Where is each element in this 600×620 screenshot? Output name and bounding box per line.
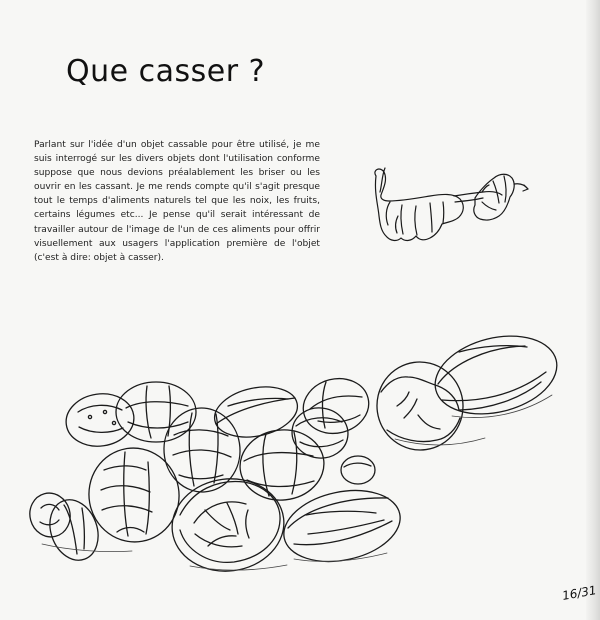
body-paragraph: Parlant sur l'idée d'un objet cassable pour être utilisé, je me suis interrogé sur les divers objets dont l'utilisation conforme suppose que nous devions préalablement les briser ou les ouvrir en les cassant. Je me rends compte qu'il s'agit presque tout le temps d'aliments naturels tel que les noix, les fruits, certains légumes etc... Je pense qu'il serait intéressant de travailler autour de l'image de l'un de ces aliments pour offrir visuellement aux usagers l'application première de l'objet (c'est à dire: objet à casser).: [34, 140, 320, 263]
nuts-pile-drawing: [22, 320, 562, 575]
page-edge-shadow: [586, 0, 600, 620]
page-number: 16/31: [561, 583, 598, 603]
hands-breaking-stick-icon: [362, 158, 532, 268]
page-title: Que casser ?: [66, 54, 266, 89]
